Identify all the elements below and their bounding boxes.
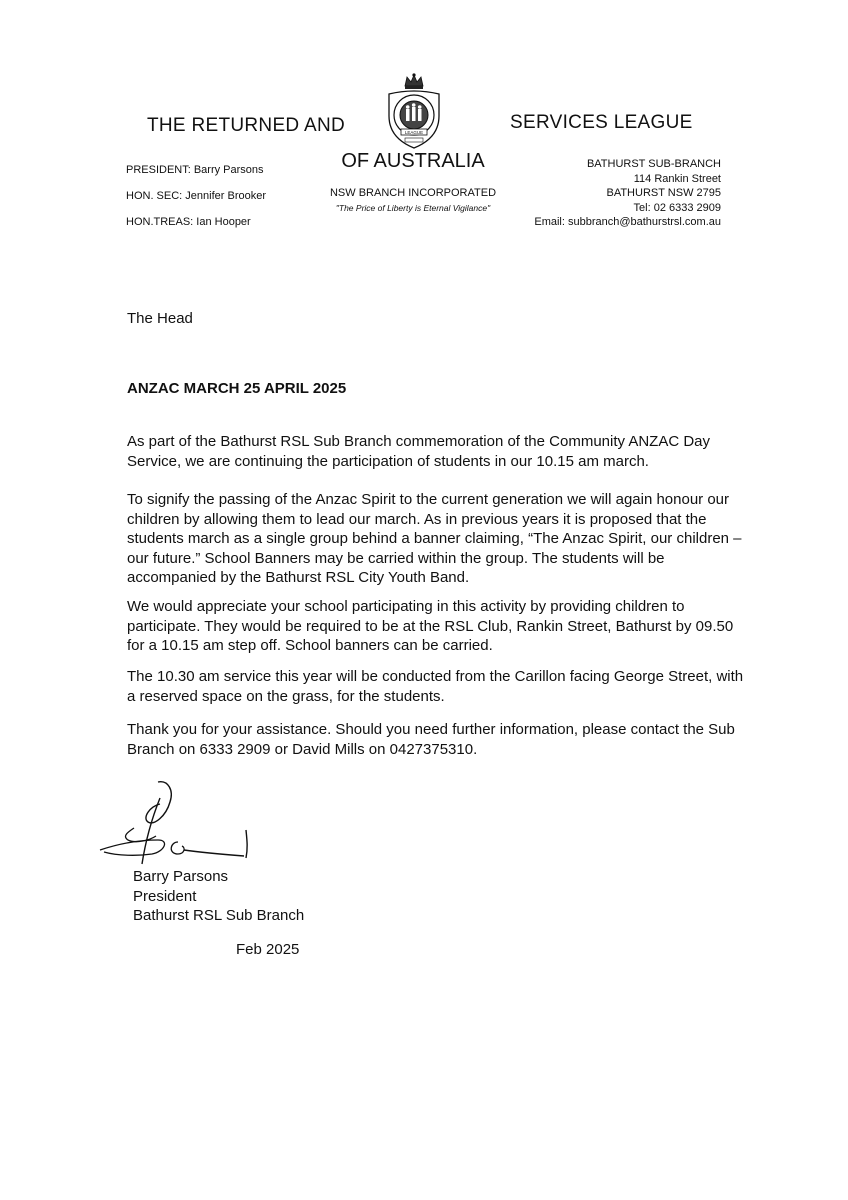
paragraph-participation: We would appreciate your school participating in this activity by providing children to participate. They would be required to be at the RSL Club, Rankin Street, Bathurst by 09.50 for a 10.15 am step off. School banners can be carried. <box>127 598 734 654</box>
paragraph-service: The 10.30 am service this year will be conducted from the Carillon facing George Street, with a reserved space on the grass, for the students. <box>127 668 744 705</box>
officer-president: PRESIDENT: Barry Parsons <box>126 164 264 176</box>
motto: "The Price of Liberty is Eternal Vigilance" <box>335 203 491 213</box>
letterhead-title-right: SERVICES LEAGUE <box>510 112 693 133</box>
rsl-badge-logo <box>381 72 447 152</box>
paragraph-thanks: Thank you for your assistance. Should you need further information, please contact the Sub Branch on 6333 2909 or David Mills on 0427375310. <box>127 721 735 758</box>
signatory-title: President <box>133 887 197 905</box>
signature-image <box>98 778 258 870</box>
address-line-street: 114 Rankin Street <box>633 172 721 185</box>
paragraph-intro: As part of the Bathurst RSL Sub Branch commemoration of the Community ANZAC Day Service, we are continuing the participation of students in our 10.15 am march. <box>127 433 711 470</box>
paragraph-anzac-spirit: To signify the passing of the Anzac Spirit to the current generation we will again honour our children by allowing them to lead our march. As in previous years it is proposed that the students march as a single group behind a banner claiming, “The Anzac Spirit, our children – our future.” School Banners may be carried within the group. The students will be accompanied by the Bathurst RSL City Youth Band. <box>127 491 742 586</box>
address-line-town: BATHURST NSW 2795 <box>606 187 721 199</box>
recipient: The Head <box>127 310 193 327</box>
signatory-organisation: Bathurst RSL Sub Branch <box>133 907 305 924</box>
signatory-name: Barry Parsons <box>133 868 229 885</box>
letter-date: Feb 2025 <box>236 941 300 958</box>
address-line-email: Email: subbranch@bathurstrsl.com.au <box>534 216 721 228</box>
signature-block <box>133 867 304 926</box>
address-line-subbranch: BATHURST SUB-BRANCH <box>586 158 721 170</box>
letter-subject: ANZAC MARCH 25 APRIL 2025 <box>127 380 347 397</box>
address-line-phone: Tel: 02 6333 2909 <box>633 201 721 214</box>
address-block <box>534 157 721 230</box>
officer-secretary: HON. SEC: Jennifer Brooker <box>126 190 266 202</box>
svg-text:LEAGUE: LEAGUE <box>404 130 424 135</box>
letterhead-title-left: THE RETURNED AND <box>147 115 345 136</box>
branch-name: NSW BRANCH INCORPORATED <box>329 187 497 199</box>
officer-treasurer: HON.TREAS: Ian Hooper <box>126 216 251 228</box>
letterhead-title-center: OF AUSTRALIA <box>341 150 485 172</box>
